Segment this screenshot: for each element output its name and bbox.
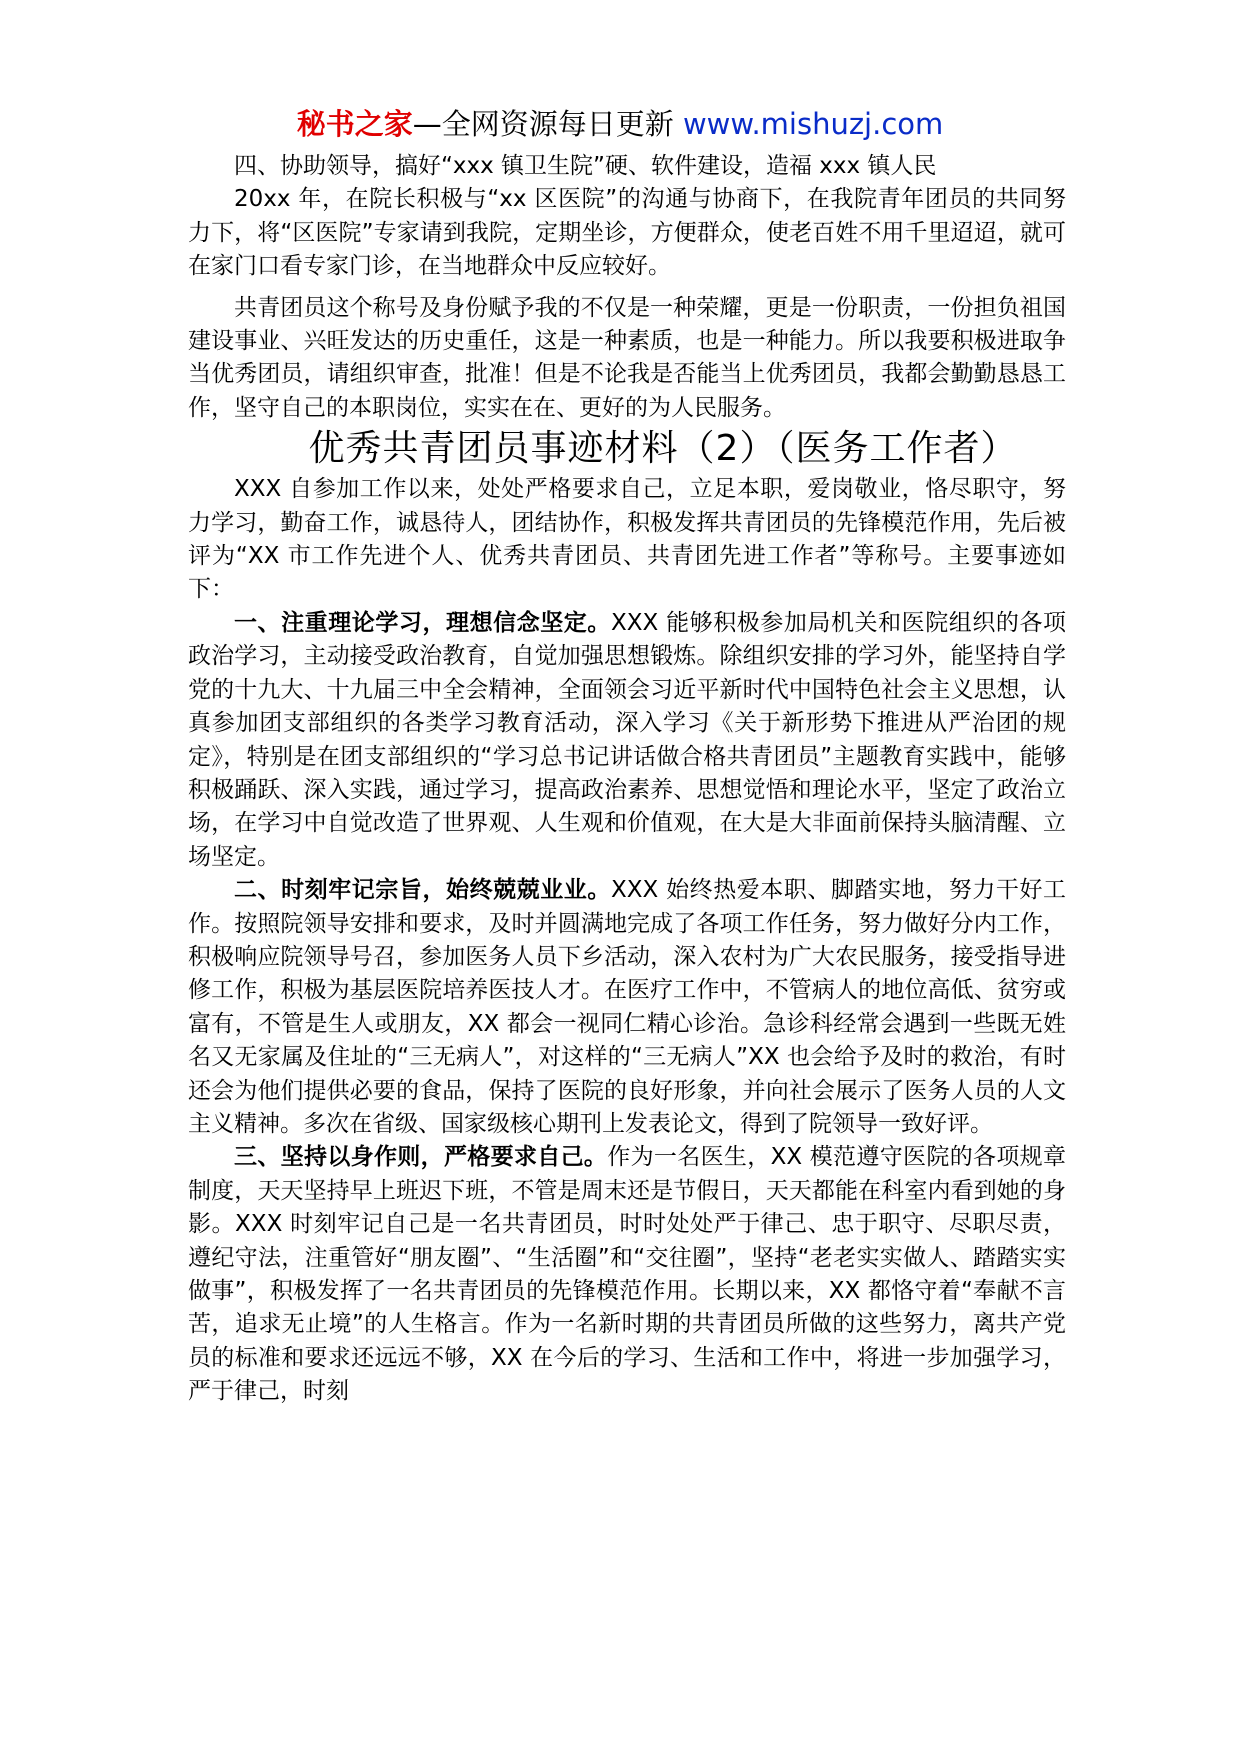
article-intro: XXX 自参加工作以来，处处严格要求自己，立足本职，爱岗敬业，恪尽职守，努力学习，勤奋工作，诚恳待人，团结协作，积极发挥共青团员的先锋模范作用，先后被评为“XX 市工作先进个人、优秀共青团员、共青团先进工作者”等称号。主要事迹如下： — [188, 476, 1066, 603]
article-point — [188, 1141, 1066, 1408]
header-url[interactable]: www.mishuzj.com — [682, 107, 944, 141]
point-lead: 二、时刻牢记宗旨，始终兢兢业业。 — [234, 877, 611, 904]
page-header — [0, 104, 1240, 144]
point-text: XXX 能够积极参加局机关和医院组织的各项政治学习，主动接受政治教育，自觉加强思想锻炼。除组织安排的学习外，能坚持自学党的十九大、十九届三中全会精神，全面领会习近平新时代中国特色社会主义思想，认真参加团支部组织的各类学习教育活动，深入学习《关于新形势下推进从严治团的规定》，特别是在团支部组织的“学习总书记讲话做合格共青团员”主题教育实践中，能够积极踊跃、深入实践，通过学习，提高政治素养、思想觉悟和理论水平，坚定了政治立场，在学习中自觉改造了世界观、人生观和价值观，在大是大非面前保持头脑清醒、立场坚定。 — [188, 609, 1066, 870]
section-heading: 四、协助领导，搞好“xxx 镇卫生院”硬、软件建设，造福 xxx 镇人民 — [234, 153, 937, 179]
article-point — [188, 607, 1066, 874]
point-lead: 三、坚持以身作则，严格要求自己。 — [234, 1144, 608, 1171]
header-tagline: —全网资源每日更新 — [412, 107, 683, 141]
paragraph: 共青团员这个称号及身份赋予我的不仅是一种荣耀，更是一份职责，一份担负祖国建设事业、兴旺发达的历史重任，这是一种素质，也是一种能力。所以我要积极进取争当优秀团员，请组织审查，批准！但是不论我是否能当上优秀团员，我都会勤勤恳恳工作，坚守自己的本职岗位，实实在在、更好的为人民服务。 — [188, 294, 1066, 421]
brand-name: 秘书之家 — [296, 107, 413, 141]
article-point — [188, 874, 1066, 1141]
document-body — [188, 150, 1066, 1409]
paragraph: 20xx 年，在院长积极与“xx 区医院”的沟通与协商下，在我院青年团员的共同努力下，将“区医院”专家请到我院，定期坐诊，方便群众，使老百姓不用千里迢迢，就可在家门口看专家门诊，在当地群众中反应较好。 — [188, 186, 1066, 280]
point-text: XXX 始终热爱本职、脚踏实地，努力干好工作。按照院领导安排和要求，及时并圆满地完成了各项工作任务，努力做好分内工作，积极响应院领导号召，参加医务人员下乡活动，深入农村为广大农民服务，接受指导进修工作，积极为基层医院培养医技人才。在医疗工作中，不管病人的地位高低、贫穷或富有，不管是生人或朋友，XX 都会一视同仁精心诊治。急诊科经常会遇到一些既无姓名又无家属及住址的“三无病人”，对这样的“三无病人”XX 也会给予及时的救治，有时还会为他们提供必要的食品，保持了医院的良好形象，并向社会展示了医务人员的人文主义精神。多次在省级、国家级核心期刊上发表论文，得到了院领导一致好评。 — [188, 877, 1066, 1137]
point-lead: 一、注重理论学习，理想信念坚定。 — [234, 609, 611, 636]
point-text: 作为一名医生，XX 模范遵守医院的各项规章制度，天天坚持早上班迟下班，不管是周末还是节假日，天天都能在科室内看到她的身影。XXX 时刻牢记自己是一名共青团员，时时处处严于律己、忠于职守、尽职尽责，遵纪守法，注重管好“朋友圈”、“生活圈”和“交往圈”，坚持“老老实实做人、踏踏实实做事”，积极发挥了一名共青团员的先锋模范作用。长期以来，XX 都恪守着“奉献不言苦，追求无止境”的人生格言。作为一名新时期的共青团员所做的这些努力，离共产党员的标准和要求还远远不够，XX 在今后的学习、生活和工作中，将进一步加强学习，严于律己，时刻 — [188, 1144, 1067, 1405]
article-title: 优秀共青团员事迹材料（2）（医务工作者） — [308, 428, 1018, 470]
